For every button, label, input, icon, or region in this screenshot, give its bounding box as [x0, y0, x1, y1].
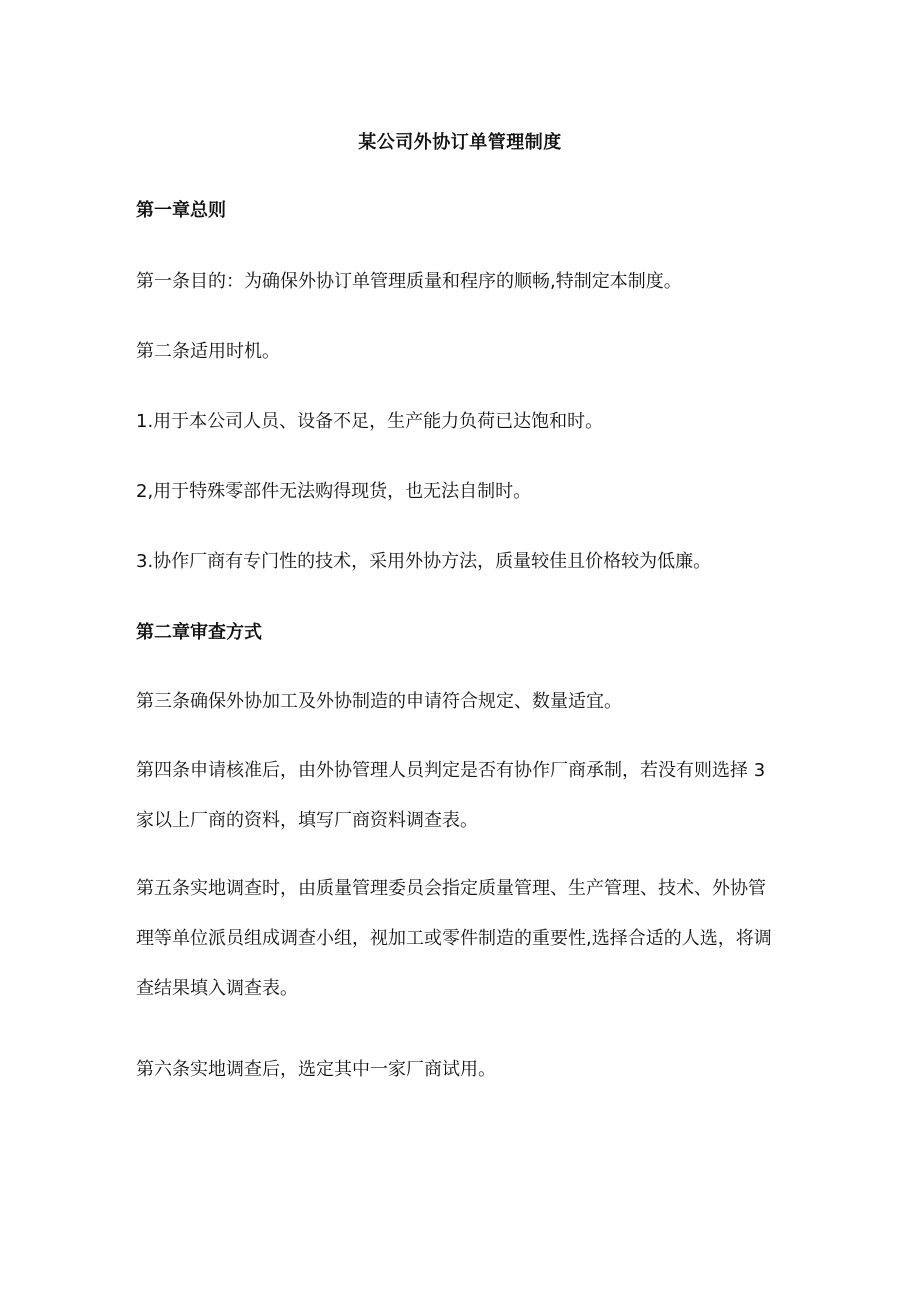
item2-text: 2,用于特殊零部件无法购得现货，也无法自制时。 — [136, 481, 532, 502]
article5-line: 理等单位派员组成调查小组，视加工或零件制造的重要性,选择合适的人选，将调 — [136, 928, 772, 949]
chapter1-heading: 第一章总则 — [136, 200, 226, 221]
article2-text: 第二条适用时机。 — [136, 341, 280, 362]
article6-text: 第六条实地调查后，选定其中一家厂商试用。 — [136, 1059, 496, 1080]
document-title: 某公司外协订单管理制度 — [358, 132, 562, 153]
article3-text: 第三条确保外协加工及外协制造的申请符合规定、数量适宜。 — [136, 691, 622, 712]
article5-line: 第五条实地调查时，由质量管理委员会指定质量管理、生产管理、技术、外协管 — [136, 878, 766, 899]
article1-text: 第一条目的：为确保外协订单管理质量和程序的顺畅,特制定本制度。 — [136, 271, 682, 292]
article5-paragraph — [136, 864, 796, 1014]
article4-line: 家以上厂商的资料，填写厂商资料调查表。 — [136, 810, 478, 831]
article4-paragraph — [136, 746, 796, 846]
item1-text: 1.用于本公司人员、设备不足，生产能力负荷已达饱和时。 — [136, 411, 604, 432]
chapter2-heading: 第二章审查方式 — [136, 622, 262, 643]
article4-line: 第四条申请核准后，由外协管理人员判定是否有协作厂商承制，若没有则选择 3 — [136, 760, 766, 781]
item3-text: 3.协作厂商有专门性的技术，采用外协方法，质量较佳且价格较为低廉。 — [136, 551, 712, 572]
article5-line: 查结果填入调查表。 — [136, 978, 298, 999]
